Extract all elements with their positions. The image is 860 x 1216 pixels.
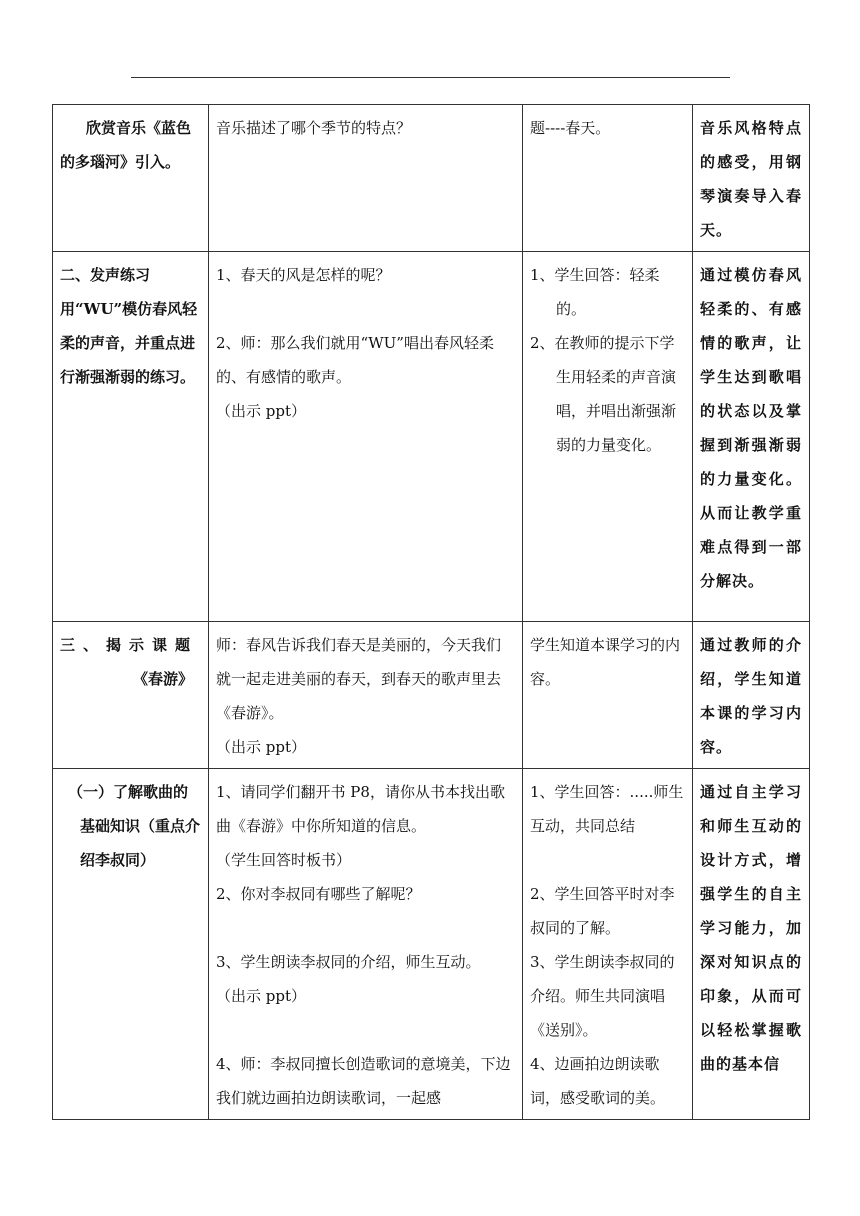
teacher-text: 音乐描述了哪个季节的特点？ <box>216 119 412 137</box>
student-text: 2、在教师的提示下学生用轻柔的声音演唱，并唱出渐强渐弱的力量变化。 <box>530 334 677 454</box>
teacher-text: （出示 ppt） <box>216 738 307 756</box>
teacher-text: （出示 ppt） <box>216 402 307 420</box>
teacher-text: 4、师：李叔同擅长创造歌词的意境美，下边我们就边画拍边朗读歌词，一起感 <box>216 1055 511 1107</box>
design-intent-cell <box>693 622 810 769</box>
teacher-text: 2、你对李叔同有哪些了解呢？ <box>216 885 421 903</box>
student-text: 题----春天。 <box>530 119 611 137</box>
section-title: 二、发声练习 <box>60 266 151 284</box>
section-cell <box>53 769 209 1120</box>
teacher-activity-cell <box>209 622 523 769</box>
student-text: 2、学生回答平时对李叔同的了解。 <box>530 885 675 937</box>
teacher-text: 2、师：那么我们就用“WU”唱出春风轻柔的、有感情的歌声。 <box>216 334 494 386</box>
teacher-text: 1、春天的风是怎样的呢？ <box>216 266 391 284</box>
table-row <box>53 252 810 622</box>
student-activity-cell <box>523 622 693 769</box>
design-intent-cell <box>693 769 810 1120</box>
student-text: 3、学生朗读李叔同的介绍。师生共同演唱《送别》。 <box>530 953 675 1039</box>
intent-text: 通过教师的介绍，学生知道本课的学习内容。 <box>700 636 802 756</box>
teacher-text: 师：春风告诉我们春天是美丽的，今天我们就一起走进美丽的春天，到春天的歌声里去《春游》。 <box>216 636 502 722</box>
intent-text: 通过模仿春风轻柔的、有感情的歌声，让学生达到歌唱的状态以及掌握到渐强渐弱的力量变化。从而让教学重难点得到一部分解决。 <box>700 266 802 590</box>
student-activity-cell <box>523 252 693 622</box>
table-row <box>53 769 810 1120</box>
student-text: 1、学生回答：轻柔的。 <box>530 266 660 318</box>
teacher-text: （学生回答时板书） <box>216 851 352 869</box>
design-intent-cell <box>693 252 810 622</box>
table-row <box>53 622 810 769</box>
section-text: 用“WU”模仿春风轻柔的声音，并重点进行渐强渐弱的练习。 <box>60 300 198 386</box>
section-title: 三、揭示课题 <box>60 636 199 654</box>
student-text: 1、学生回答：.....师生互动，共同总结 <box>530 783 684 835</box>
section-cell <box>53 622 209 769</box>
section-cell <box>53 105 209 252</box>
section-cell <box>53 252 209 622</box>
table-row <box>53 105 810 252</box>
teacher-text: 1、请同学们翻开书 P8，请你从书本找出歌曲《春游》中你所知道的信息。 <box>216 783 505 835</box>
design-intent-cell <box>693 105 810 252</box>
student-activity-cell <box>523 769 693 1120</box>
student-activity-cell <box>523 105 693 252</box>
teacher-text: 3、学生朗读李叔同的介绍，师生互动。 <box>216 953 481 971</box>
teacher-text: （出示 ppt） <box>216 987 307 1005</box>
lesson-plan-table <box>52 104 810 1120</box>
teacher-activity-cell <box>209 769 523 1120</box>
student-text: 4、边画拍边朗读歌词，感受歌词的美。 <box>530 1055 666 1107</box>
section-text: 欣赏音乐《蓝色的多瑙河》引入。 <box>60 119 192 171</box>
teacher-activity-cell <box>209 105 523 252</box>
intent-text: 音乐风格特点的感受，用钢琴演奏导入春天。 <box>700 119 802 239</box>
intent-text: 通过自主学习和师生互动的设计方式，增强学生的自主学习能力，加深对知识点的印象，从而可以轻松掌握歌曲的基本信 <box>700 783 802 1073</box>
header-rule <box>131 77 730 78</box>
section-text: （一）了解歌曲的基础知识（重点介绍李叔同） <box>68 783 201 869</box>
section-text: 《春游》 <box>132 670 193 688</box>
teacher-activity-cell <box>209 252 523 622</box>
student-text: 学生知道本课学习的内容。 <box>530 636 681 688</box>
